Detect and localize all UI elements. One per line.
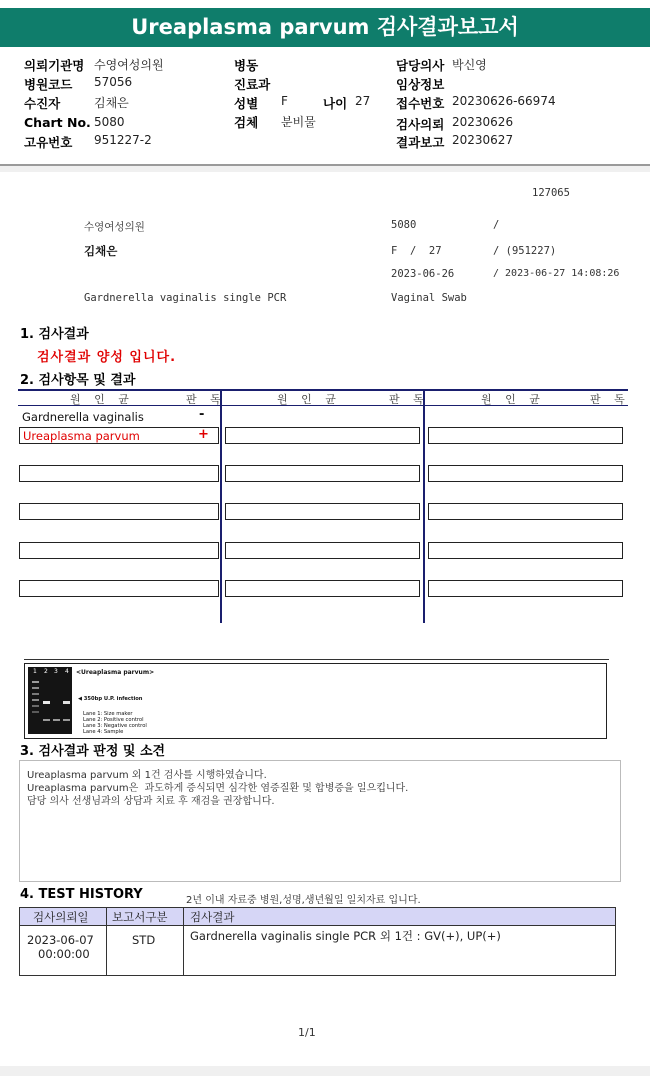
report-test-name: Gardnerella vaginalis single PCR: [84, 292, 287, 304]
label-chart-no: Chart No.: [24, 115, 91, 130]
gel-lane-number: 1: [33, 668, 37, 675]
gel-electrophoresis-image: [28, 667, 72, 734]
empty-cell: [19, 503, 219, 520]
judgement-gardnerella: -: [199, 407, 205, 422]
col-header-organism-3: 원 인 균: [481, 393, 545, 406]
history-date: 2023-06-07: [27, 933, 94, 947]
report-birth: / (951227): [493, 245, 557, 257]
label-doctor: 담당의사: [396, 58, 445, 73]
value-chart-no: 5080: [94, 115, 125, 129]
history-header-rule: [20, 925, 615, 926]
gel-bands-graphic: [28, 667, 72, 734]
report-code: 127065: [532, 187, 570, 199]
report-slash: /: [493, 219, 500, 231]
col-header-judgement-2: 판 독: [389, 393, 429, 406]
history-col-divider: [106, 908, 107, 975]
empty-cell: [225, 465, 420, 482]
gel-lane-number: 3: [54, 668, 58, 675]
page-number: 1/1: [298, 1026, 316, 1039]
section-2-heading: 2. 검사항목 및 결과: [20, 373, 136, 388]
section-4-heading: 4. TEST HISTORY: [20, 887, 143, 902]
report-clinic: 수영여성의원: [84, 221, 145, 233]
empty-cell: [428, 427, 623, 444]
col-header-organism-2: 원 인 균: [277, 393, 341, 406]
table-col-divider-2: [423, 389, 425, 623]
report-patient: 김채은: [84, 244, 118, 258]
empty-cell: [428, 542, 623, 559]
history-result: Gardnerella vaginalis single PCR 외 1건 : GV(+), UP(+): [190, 929, 501, 943]
value-receipt-no: 20230626-66974: [452, 94, 556, 108]
report-title: Ureaplasma parvum 검사결과보고서: [0, 8, 650, 47]
gel-title: <Ureaplasma parvum>: [76, 669, 155, 676]
value-requesting-clinic: 수영여성의원: [94, 58, 164, 72]
gel-lane-number: 4: [65, 668, 69, 675]
value-patient: 김채은: [94, 96, 129, 110]
report-specimen: Vaginal Swab: [391, 292, 467, 304]
label-sex: 성별: [234, 96, 259, 111]
history-col-divider: [183, 908, 184, 975]
value-sex: F: [281, 94, 288, 108]
label-hospital-code: 병원코드: [24, 77, 73, 92]
value-doctor: 박신영: [452, 58, 487, 72]
gel-band-label: ◀ 350bp U.P. infection: [78, 696, 143, 702]
col-header-judgement-3: 판 독: [590, 393, 630, 406]
report-received: 2023-06-26: [391, 268, 455, 280]
history-note: 2년 이내 자료중 병원,성명,생년월일 일치자료 입니다.: [186, 895, 421, 906]
history-type: STD: [132, 933, 156, 947]
history-col-result: 검사결과: [190, 910, 235, 924]
finding-line: Ureaplasma parvum 외 1건 검사를 시행하였습니다.: [27, 770, 267, 781]
history-time: 00:00:00: [38, 947, 90, 961]
value-test-request: 20230626: [452, 115, 514, 129]
report-chart-no: 5080: [391, 219, 417, 231]
empty-cell: [19, 465, 219, 482]
value-specimen: 분비물: [281, 115, 316, 129]
label-receipt-no: 접수번호: [396, 96, 445, 111]
empty-cell: [19, 580, 219, 597]
gel-lane-desc: Lane 2: Positive control: [83, 717, 144, 723]
col-header-organism-1: 원 인 균: [70, 393, 134, 406]
finding-line: Ureaplasma parvum은 과도하게 증식되면 심각한 염증질환 및 합병증을 일으킵니다.: [27, 783, 409, 794]
label-department: 진료과: [234, 77, 271, 92]
label-specimen: 검체: [234, 115, 259, 130]
gel-lane-desc: Lane 1: Size maker: [83, 711, 133, 717]
organism-ureaplasma: Ureaplasma parvum: [23, 429, 140, 443]
judgement-ureaplasma: +: [198, 427, 209, 442]
history-col-date: 검사의뢰일: [33, 910, 89, 924]
table-col-divider-1: [220, 389, 222, 623]
value-age: 27: [355, 94, 371, 108]
label-unique-no: 고유번호: [24, 135, 73, 150]
result-positive-text: 검사결과 양성 입니다.: [37, 350, 177, 365]
label-age: 나이: [323, 96, 348, 111]
empty-cell: [428, 580, 623, 597]
findings-box: [19, 760, 621, 882]
page-separator: [0, 166, 650, 172]
label-ward: 병동: [234, 58, 259, 73]
result-row-ureaplasma: [19, 427, 219, 444]
empty-cell: [225, 580, 420, 597]
label-clinical-info: 임상정보: [396, 77, 445, 92]
empty-cell: [225, 427, 420, 444]
label-result-report: 결과보고: [396, 135, 445, 150]
report-reported: / 2023-06-27 14:08:26: [493, 268, 620, 279]
label-requesting-clinic: 의뢰기관명: [24, 58, 85, 73]
finding-line: 담당 의사 선생님과의 상담과 치료 후 재검을 권장합니다.: [27, 796, 275, 807]
organism-gardnerella: Gardnerella vaginalis: [22, 410, 144, 424]
empty-cell: [225, 503, 420, 520]
value-unique-no: 951227-2: [94, 133, 152, 147]
gel-lane-number: 2: [44, 668, 48, 675]
empty-cell: [428, 503, 623, 520]
empty-cell: [225, 542, 420, 559]
section-3-heading: 3. 검사결과 판정 및 소견: [20, 744, 166, 759]
gel-top-rule: [24, 659, 609, 660]
history-col-type: 보고서구분: [112, 910, 168, 924]
empty-cell: [428, 465, 623, 482]
gel-lane-desc: Lane 3: Negative control: [83, 723, 147, 729]
label-patient: 수진자: [24, 96, 61, 111]
gel-lane-desc: Lane 4: Sample: [83, 729, 124, 735]
col-header-judgement-1: 판 독: [186, 393, 226, 406]
value-hospital-code: 57056: [94, 75, 133, 89]
label-test-request: 검사의뢰: [396, 117, 445, 132]
value-result-report: 20230627: [452, 133, 514, 147]
empty-cell: [19, 542, 219, 559]
section-1-heading: 1. 검사결과: [20, 327, 89, 342]
report-sex-age: F / 27: [391, 245, 442, 257]
page-bottom-bar: [0, 1066, 650, 1076]
